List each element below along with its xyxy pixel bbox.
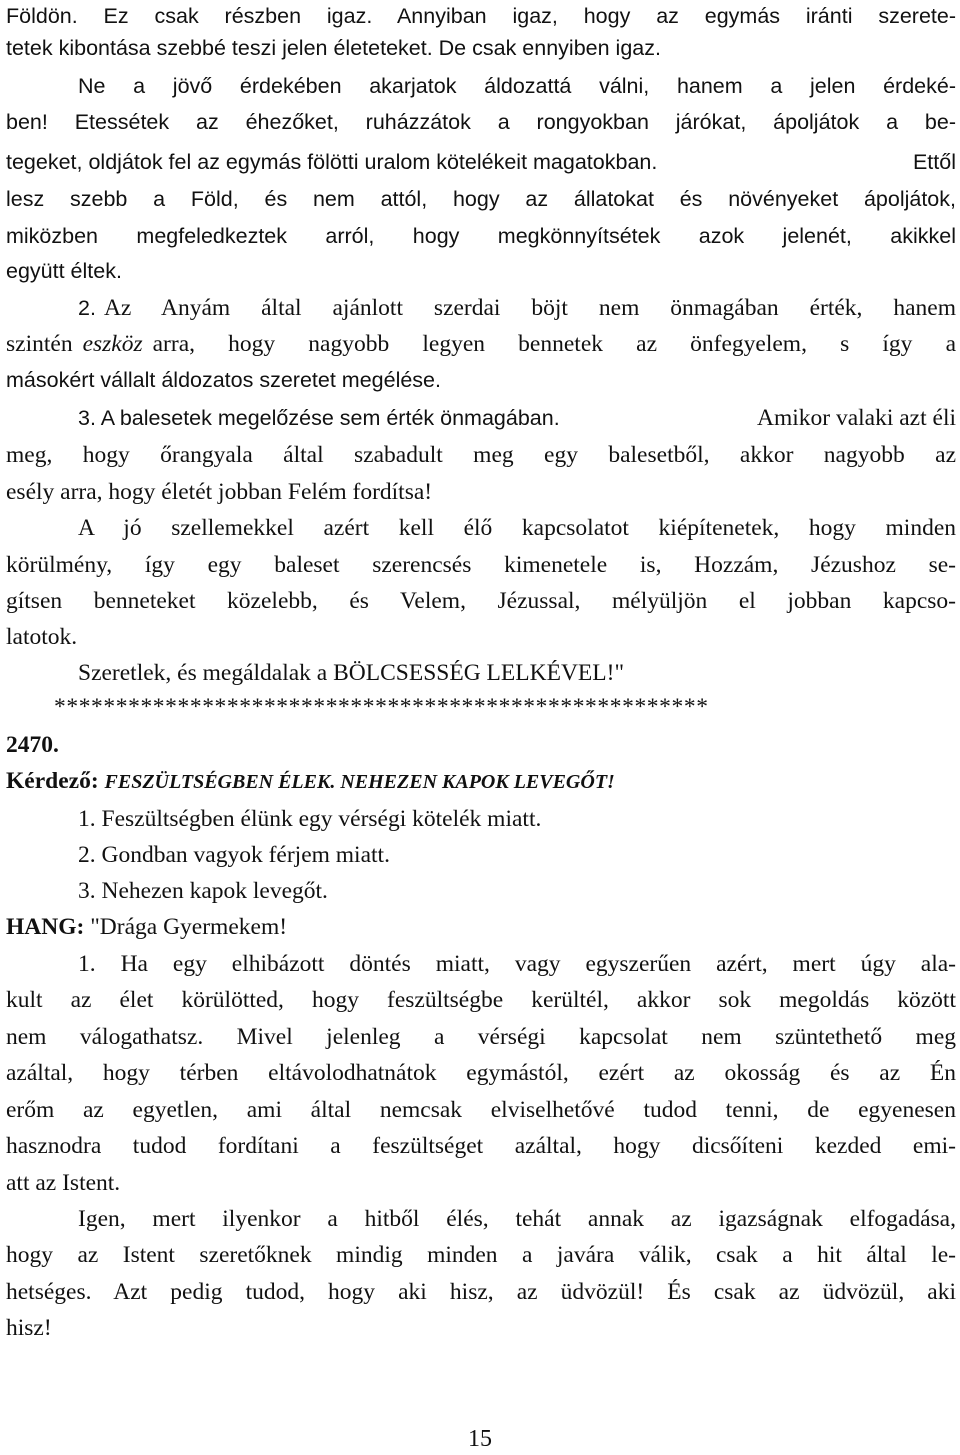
- question-item: 3. Nehezen kapok levegőt.: [78, 878, 328, 904]
- text-line: azáltal, hogy térben eltávolodhatnátok egymástól, ezért az okosság és az Én: [6, 1060, 956, 1086]
- text-line: erőm az egyetlen, ami által nemcsak elviselhetővé tudod tenni, de egyenesen: [6, 1097, 956, 1123]
- text-line: ben! Etessétek az éhezőket, ruházzátok a rongyokban járókat, ápoljátok a be-: [6, 110, 956, 134]
- text-line: [6, 329, 956, 359]
- text-line: hisz!: [6, 1315, 52, 1341]
- text-line: esély arra, hogy életét jobban Felém fordítsa!: [6, 479, 433, 505]
- text-line: [6, 147, 956, 177]
- text-line: [78, 403, 956, 433]
- text-line: Földön. Ez csak részben igaz. Annyiban igaz, hogy az egymás iránti szerete-: [6, 4, 956, 28]
- text-line: latotok.: [6, 624, 78, 650]
- text-span: 2.: [78, 296, 96, 320]
- question-item: 1. Feszültségben élünk egy vérségi kötelék miatt.: [78, 806, 542, 832]
- question-label: Kérdező:: [6, 768, 99, 794]
- answer-line: [6, 912, 287, 942]
- text-span: 3. A balesetek megelőzése sem érték önmagában.: [78, 406, 560, 430]
- text-line: tetek kibontása szebbé teszi jelen életeteket. De csak ennyiben igaz.: [6, 36, 661, 60]
- question-line: [6, 766, 615, 796]
- text-span: Amikor valaki azt éli: [756, 405, 956, 431]
- text-span: szintén: [6, 331, 73, 357]
- text-line: nem válogathatsz. Mivel jelenleg a vérségi kapcsolat nem szüntethető meg: [6, 1024, 956, 1050]
- text-span: arra, hogy nagyobb legyen bennetek az önfegyelem, s így a: [152, 331, 956, 357]
- text-line: 1. Ha egy elhibázott döntés miatt, vagy egyszerűen azért, mert úgy ala-: [78, 951, 956, 977]
- text-line: Igen, mert ilyenkor a hitből élés, tehát annak az igazságnak elfogadása,: [78, 1206, 956, 1232]
- text-span: tegeket, oldjátok fel az egymás fölötti uralom kötelékeit magatokban.: [6, 150, 658, 174]
- text-line: A jó szellemekkel azért kell élő kapcsolatot kiépítenetek, hogy minden: [78, 515, 956, 541]
- text-line: meg, hogy őrangyala által szabadult meg egy balesetből, akkor nagyobb az: [6, 442, 956, 468]
- entry-number: 2470.: [6, 732, 59, 758]
- question-item: 2. Gondban vagyok férjem miatt.: [78, 842, 390, 868]
- text-line: lesz szebb a Föld, és nem attól, hogy az állatokat és növényeket ápoljátok,: [6, 187, 956, 211]
- answer-label: HANG:: [6, 914, 85, 940]
- text-line: [78, 293, 956, 323]
- text-line: Szeretlek, és megáldalak a BÖLCSESSÉG LELKÉVEL!": [78, 660, 625, 686]
- text-line: együtt éltek.: [6, 259, 122, 283]
- text-line: hogy az Istent szeretőknek mindig minden a javára válik, csak a hit által le-: [6, 1242, 956, 1268]
- text-line: Ne a jövő érdekében akarjatok áldozattá válni, hanem a jelen érdeké-: [78, 74, 956, 98]
- answer-greeting: "Drága Gyermekem!: [90, 914, 288, 940]
- section-separator: *****************************************************: [54, 694, 709, 720]
- text-line: hasznodra tudod fordítani a feszültséget azáltal, hogy dicsőíteni kezded emi-: [6, 1133, 956, 1159]
- question-text: FESZÜLTSÉGBEN ÉLEK. NEHEZEN KAPOK LEVEGŐT!: [104, 771, 615, 793]
- text-line: att az Istent.: [6, 1170, 121, 1196]
- text-line: hetséges. Azt pedig tudod, hogy aki hisz, az üdvözül! És csak az üdvözül, aki: [6, 1279, 956, 1305]
- page-number: 15: [468, 1426, 492, 1452]
- text-line: miközben megfeledkeztek arról, hogy megkönnyítsétek azok jelenét, akikkel: [6, 224, 956, 248]
- text-line: kult az élet körülötted, hogy feszültségbe kerültél, akkor sok megoldás között: [6, 987, 956, 1013]
- text-line: gítsen benneteket közelebb, és Velem, Jézussal, mélyüljön el jobban kapcso-: [6, 588, 956, 614]
- text-line: másokért vállalt áldozatos szeretet megélése.: [6, 368, 441, 392]
- text-span: Az Anyám által ajánlott szerdai böjt nem önmagában érték, hanem: [103, 295, 956, 321]
- text-span: Ettől: [912, 150, 956, 174]
- emphasis-text: eszköz: [82, 331, 143, 357]
- text-line: körülmény, így egy baleset szerencsés kimenetele is, Hozzám, Jézushoz se-: [6, 552, 956, 578]
